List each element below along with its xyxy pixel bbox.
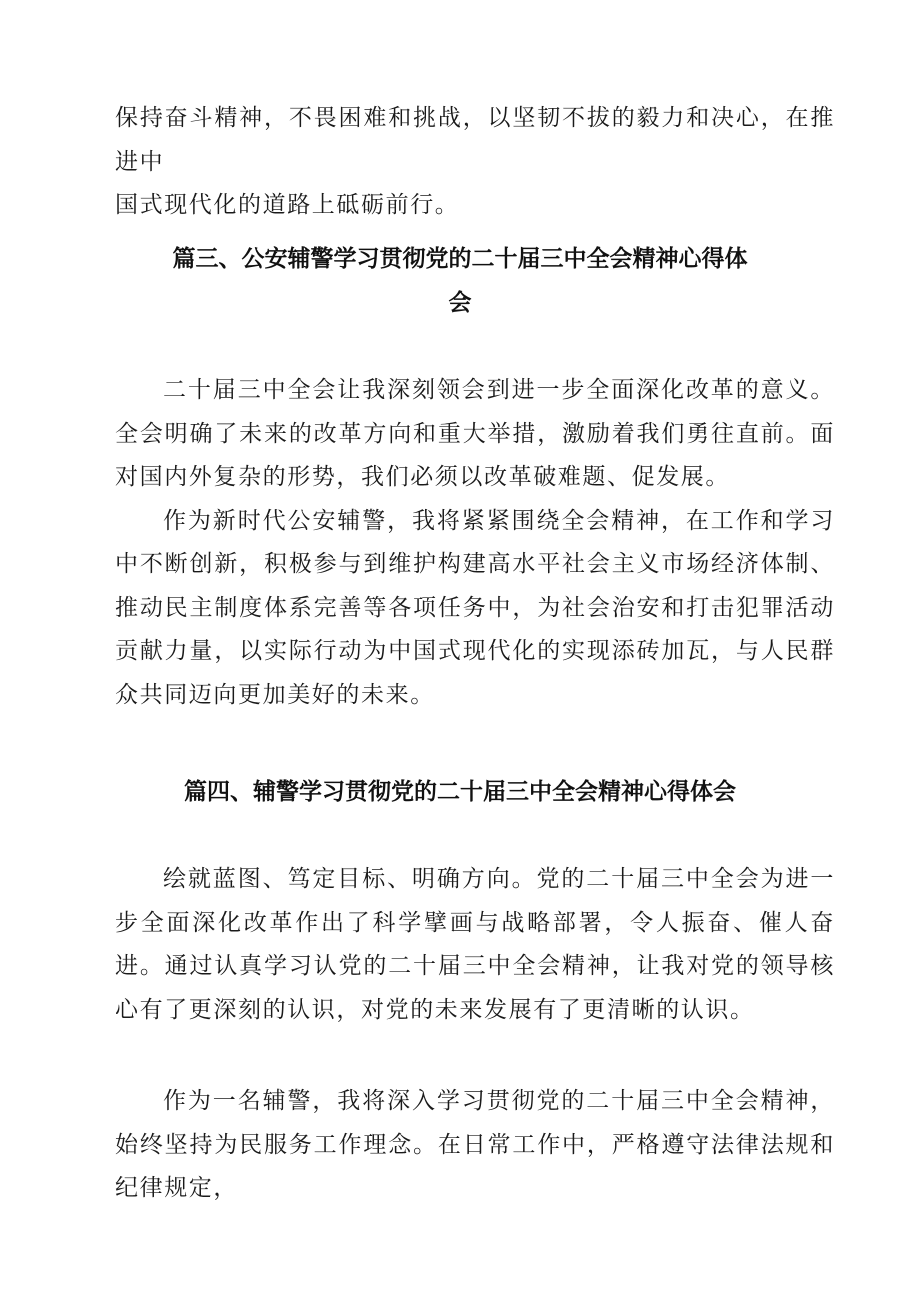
section4-body-1: [115, 858, 835, 1032]
section3-title-line2: 会: [448, 290, 472, 316]
section4-paragraph-2: 作为一名辅警，我将深入学习贯彻党的二十届三中全会精神，始终坚持为民服务工作理念。在日常工作中，严格遵守法律法规和纪律规定，: [115, 1088, 835, 1201]
section3-paragraph-1: 二十届三中全会让我深刻领会到进一步全面深化改革的意义。全会明确了未来的改革方向和重大举措，激励着我们勇往直前。面对国内外复杂的形势，我们必须以改革破难题、促发展。: [115, 377, 835, 490]
section3-paragraph-2: 作为新时代公安辅警，我将紧紧围绕全会精神，在工作和学习中不断创新，积极参与到维护构建高水平社会主义市场经济体制、推动民主制度体系完善等各项任务中，为社会治安和打击犯罪活动贡献力量，以实际行动为中国式现代化的实现添砖加瓦，与人民群众共同迈向更加美好的未来。: [115, 507, 835, 708]
section4-paragraph-1: 绘就蓝图、笃定目标、明确方向。党的二十届三中全会为进一步全面深化改革作出了科学擘画与战略部署，令人振奋、催人奋进。通过认真学习认党的二十届三中全会精神，让我对党的领导核心有了更深刻的认识，对党的未来发展有了更清晰的认识。: [115, 866, 835, 1023]
section4-body-2: [115, 1080, 835, 1211]
intro-line-1: 保持奋斗精神，不畏困难和挑战，以坚韧不拔的毅力和决心，在推进中: [115, 105, 835, 175]
intro-paragraph: [115, 97, 835, 228]
section3-title: [0, 237, 920, 325]
intro-line-2: 国式现代化的道路上砥砺前行。: [115, 192, 460, 218]
section3-title-line1: 篇三、公安辅警学习贯彻党的二十届三中全会精神心得体: [172, 246, 748, 272]
section3-body: [115, 369, 835, 717]
section4-title: 篇四、辅警学习贯彻党的二十届三中全会精神心得体会: [184, 779, 736, 805]
